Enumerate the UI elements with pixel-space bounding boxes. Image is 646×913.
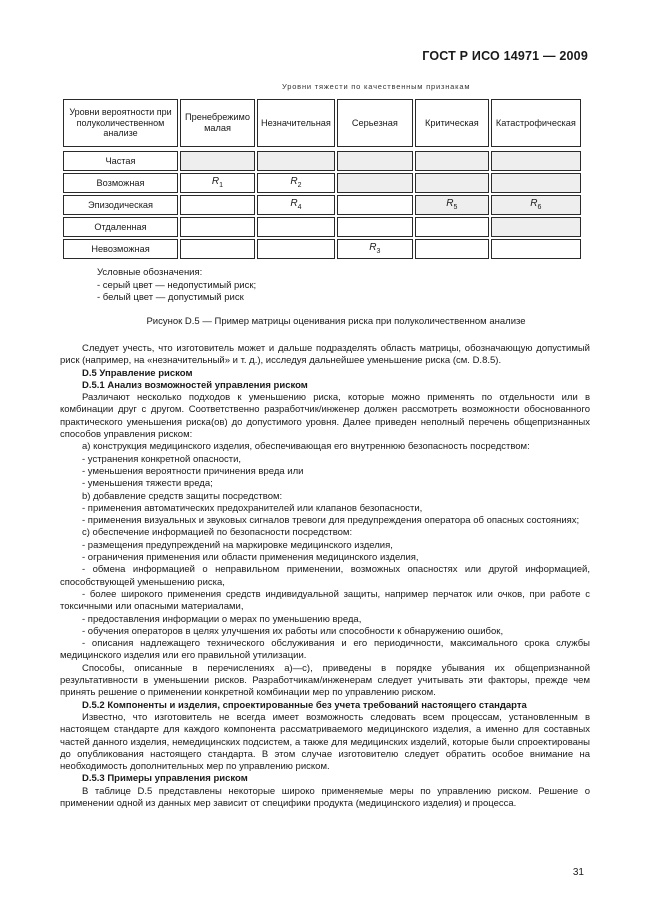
matrix-cell-acceptable: [180, 195, 255, 215]
risk-matrix-table: [61, 97, 583, 261]
page-number: 31: [572, 867, 584, 878]
list-item: с) обеспечение информацией по безопасности посредством:: [82, 527, 353, 539]
paragraph: Следует учесть, что изготовитель может и дальше подразделять область матрицы, обозначающую допустимый риск (например, на «незначительный» и т. д.), исследуя дальнейшее уменьшение риска (см. D.8.5).: [60, 343, 590, 367]
matrix-header-row: [63, 99, 581, 147]
list-item: - применения автоматических предохранителей или клапанов безопасности,: [82, 502, 423, 514]
matrix-cell-unacceptable: [491, 217, 581, 237]
list-item: - размещения предупреждений на маркировке медицинского изделия,: [82, 539, 393, 551]
matrix-row: [63, 195, 581, 215]
matrix-cell-acceptable: [257, 217, 335, 237]
risk-label-r2: $R_2$: [290, 175, 302, 189]
matrix-cell-acceptable: [257, 195, 335, 215]
matrix-cell-unacceptable: [491, 151, 581, 171]
matrix-cell-acceptable: [491, 239, 581, 259]
matrix-cell-acceptable: [337, 217, 413, 237]
matrix-cell-unacceptable: [415, 151, 489, 171]
section-heading-d5: D.5 Управление риском: [82, 367, 193, 379]
list-item: - более широкого применения средств индивидуальной защиты, например перчаток или очков, при работе с токсичными или опасными материалами,: [60, 588, 590, 613]
matrix-col-header: Серьезная: [337, 99, 413, 147]
matrix-col-header: Катастрофическая: [491, 99, 581, 147]
matrix-col-header: Пренебрежимо малая: [180, 99, 255, 147]
matrix-cell-acceptable: [415, 217, 489, 237]
list-item: - описания надлежащего технического обслуживания и его периодичности, максимального срока службы медицинского изделия или его правильной утилизации.: [60, 638, 590, 662]
paragraph: Различают несколько подходов к уменьшению риска, которые можно применять по отдельности или в комбинации друг с другом. Соответственно разработчик/инженер должен рассмотреть возможности обоснованного практического уменьшения риска(ов) до допустимого уровня. Далее приведен неполный перечень общепризнанных способов управления риском:: [60, 392, 590, 441]
matrix-col-header: Незначительная: [257, 99, 335, 147]
matrix-cell-acceptable: [257, 239, 335, 259]
matrix-cell-acceptable: [257, 173, 335, 193]
paragraph: Известно, что изготовитель не всегда имеет возможность следовать всем процессам, установленным в настоящем стандарте для каждого компонента рассматриваемого медицинского изделия, а именно для составных частей данного изделия, немедицинских подсистем, а также для медицинских изделий, которые были спроектированы до опубликования настоящего стандарта. В этом случае изготовителю следует обратить особое внимание на необходимость дополнительных мер по управлению риском.: [60, 711, 590, 773]
matrix-row-label: Отдаленная: [63, 217, 178, 237]
risk-label-r5: $R_5$: [446, 197, 458, 211]
list-item: - предоставления информации о мерах по уменьшению вреда,: [82, 613, 362, 625]
legend-item-grey: - серый цвет — недопустимый риск;: [97, 279, 257, 291]
matrix-row-label: Частая: [63, 151, 178, 171]
matrix-corner-header: Уровни вероятности при полуколичественном анализе: [63, 99, 178, 147]
list-item: а) конструкция медицинского изделия, обеспечивающая его внутреннюю безопасность посредством:: [82, 441, 530, 453]
matrix-row: [63, 239, 581, 259]
section-heading-d51: D.5.1 Анализ возможностей управления риском: [82, 379, 308, 391]
section-heading-d53: D.5.3 Примеры управления риском: [82, 773, 248, 785]
section-heading-d52: D.5.2 Компоненты и изделия, спроектированные без учета требований настоящего стандарта: [82, 699, 527, 711]
document-standard-header: ГОСТ Р ИСО 14971 — 2009: [422, 49, 588, 63]
matrix-row: [63, 173, 581, 193]
matrix-cell-acceptable: [180, 217, 255, 237]
matrix-cell-acceptable: [180, 239, 255, 259]
list-item: - применения визуальных и звуковых сигналов тревоги для предупреждения оператора об опасных состояниях;: [82, 515, 580, 527]
legend-title: Условные обозначения:: [97, 267, 203, 278]
matrix-cell-unacceptable: [415, 195, 489, 215]
paragraph: В таблице D.5 представлены некоторые широко применяемые меры по управлению риском. Решение о применении одной из данных мер зависит от специфики продукта (медицинского изделия) и процесса.: [60, 785, 590, 809]
matrix-cell-unacceptable: [337, 151, 413, 171]
matrix-cell-unacceptable: [491, 195, 581, 215]
paragraph: Способы, описанные в перечислениях а)—с), приведены в порядке убывания их общепризнанной результативности в уменьшении рисков. Разработчикам/инженерам следует учитывать эти факторы, прежде чем принять решение о применении конкретной комбинации мер по управлению риском.: [60, 662, 590, 699]
risk-label-r6: $R_6$: [530, 197, 542, 211]
matrix-cell-acceptable: [415, 239, 489, 259]
list-item: - уменьшения тяжести вреда;: [82, 478, 213, 490]
matrix-severity-caption: Уровни тяжести по качественным признакам: [282, 82, 471, 91]
list-item: - ограничения применения или области применения медицинского изделия,: [82, 552, 419, 564]
risk-label-r3: $R_3$: [369, 241, 381, 255]
matrix-cell-unacceptable: [257, 151, 335, 171]
matrix-row: [63, 151, 581, 171]
list-item: - обмена информацией о неправильном применении, возможных опасностях или другой информацией, способствующей уменьшению риска,: [60, 564, 590, 588]
matrix-cell-acceptable: [180, 173, 255, 193]
matrix-row-label: Эпизодическая: [63, 195, 178, 215]
list-item: - уменьшения вероятности причинения вреда или: [82, 465, 304, 477]
matrix-cell-unacceptable: [491, 173, 581, 193]
matrix-cell-unacceptable: [180, 151, 255, 171]
matrix-row-label: Невозможная: [63, 239, 178, 259]
matrix-cell-acceptable: [337, 239, 413, 259]
matrix-cell-unacceptable: [337, 173, 413, 193]
matrix-cell-unacceptable: [415, 173, 489, 193]
list-item: - обучения операторов в целях улучшения их работы или способности к обнаружению ошибок,: [82, 625, 504, 637]
list-item: b) добавление средств защиты посредством:: [82, 490, 283, 502]
legend-item-white: - белый цвет — допустимый риск: [97, 292, 244, 303]
matrix-row-label: Возможная: [63, 173, 178, 193]
matrix-legend: [97, 267, 256, 305]
document-body: [60, 343, 590, 810]
risk-label-r4: $R_4$: [290, 197, 302, 211]
list-item: - устранения конкретной опасности,: [82, 453, 242, 465]
matrix-row: [63, 217, 581, 237]
matrix-cell-acceptable: [337, 195, 413, 215]
matrix-col-header: Критическая: [415, 99, 489, 147]
risk-label-r1: $R_1$: [211, 175, 224, 189]
figure-caption: Рисунок D.5 — Пример матрицы оценивания риска при полуколичественном анализе: [146, 316, 526, 327]
